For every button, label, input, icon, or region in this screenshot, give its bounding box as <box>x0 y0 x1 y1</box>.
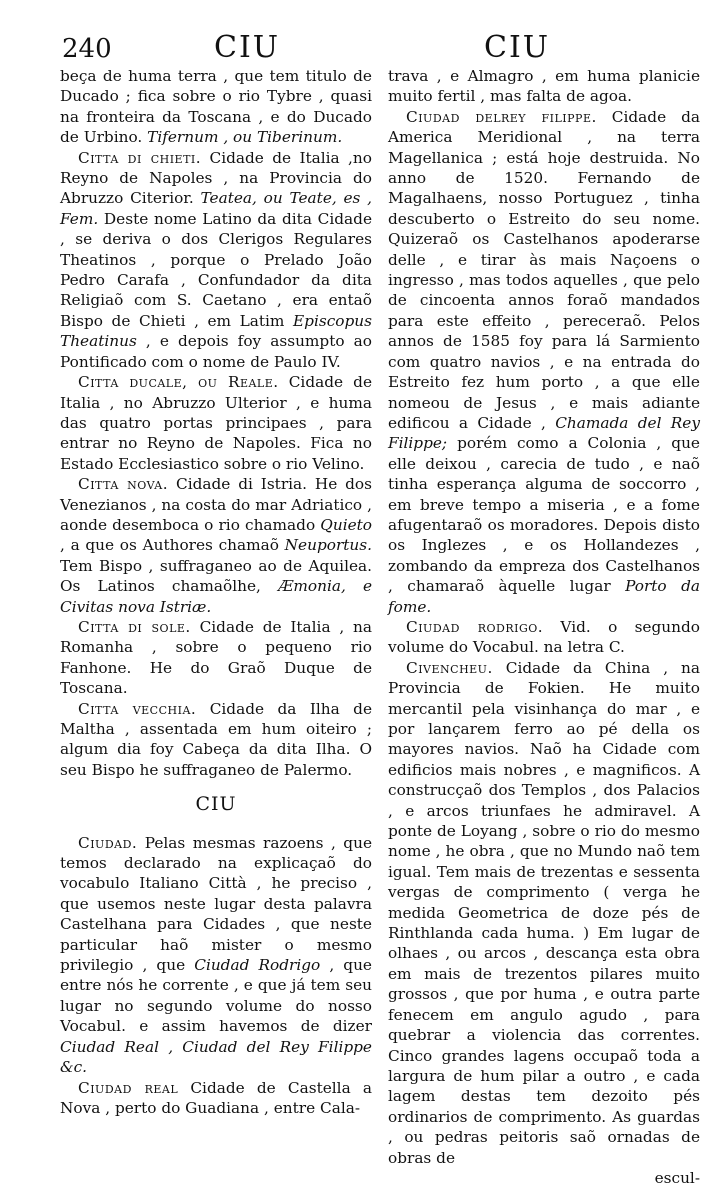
entry-text: beça de huma terra , que tem titulo de Ducado ; fica sobre o rio Tybre , quasi na fronteira da Toscana , e do Ducado de Urbino. <box>60 67 372 147</box>
entry-text: porém como a Colonia , que elle deixou , carecia de tudo , e naõ tinha esperança alguma de soccorro , em breve tempo a miseria , e a fome afugentaraõ os moradores. Depois disto os Inglezes , e os Hollandezes , zombando da empreza dos Castelhanos , chamaraõ àquelle lugar <box>388 434 700 596</box>
latin-name: Ciudad Real , Ciudad del Rey Filippe &c. <box>60 1037 372 1077</box>
entry-ciudad-real <box>60 1078 372 1119</box>
entry-text: Cidade da China , na Provincia de Fokien. He muito mercantil pela visinhança do mar , e por lançarem ferro ao pé della os mayores navios. Naõ ha Cidade com edificios mais nobres , e magnificos. A construcçaõ dos Templos , dos Palacios , e arcos triunfaes he admiravel. A ponte de Loyang , sobre o rio do mesmo nome , he obra , que no Mundo naõ tem igual. Tem mais de trezentas e sessenta vergas de comprimento ( verga he medida Geometrica de doze pés de Rinthlanda cada huma. ) Em lugar de olhaes , ou arcos , descança esta obra em mais de trezentos pilares muito grossos , que por huma , e outra parte fenecem em angulo agudo , para quebrar a violencia das correntes. Cinco grandes lagens occupaõ toda a largura de hum pilar a outro , e cada lagem destas tem dezoito pés ordinarios de comprimento. As guardas , ou pedras peitoris saõ ornadas de obras de <box>388 658 700 1167</box>
left-column <box>60 66 372 1118</box>
entry-continuation <box>388 66 700 107</box>
running-head-left: CIU <box>214 30 281 65</box>
entry-citta-di-chieti <box>60 148 372 372</box>
entry-continuation <box>60 66 372 148</box>
right-column <box>388 66 700 1188</box>
entry-text: Vid. o segundo volume do Vocabul. na letra C. <box>388 617 700 657</box>
entry-text: Deste nome Latino da dita Cidade , se deriva o dos Clerigos Regulares Theatinos , porque o Prelado João Pedro Carafa , Confundador da dita Religiaõ com S. Caetano , era entaõ Bispo de Chieti , em Latim <box>60 209 372 330</box>
entry-headword: Ciudad real <box>78 1078 179 1097</box>
latin-name: Ciudad Rodrigo <box>194 956 321 975</box>
latin-name: Episcopus Theatinus <box>60 311 372 351</box>
entry-text: Tem Bispo , suffraganeo ao de Aquilea. Os Latinos chamaõlhe, <box>60 556 372 596</box>
entry-headword: Citta ducale, ou Reale. <box>78 373 279 392</box>
entry-citta-vecchia <box>60 699 372 781</box>
entry-headword: Citta di chieti. <box>78 148 202 167</box>
page-header <box>0 28 709 68</box>
entry-text: Cidade da America Meridional , na terra Magellanica ; está hoje destruida. No anno de 1520. Fernando de Magalhaens, nosso Portuguez , tinha descuberto o Estreito do seu nome. Quizeraõ os Castelhanos apoderarse delle , e tirar às mais Naçoens o ingresso , mas todos aquelles , que pelo de cincoenta annos foraõ mandados para este effeito , pereceraõ. Pelos annos de 1585 foy para lá Sarmiento com quatro navios , e na entrada do Estreito fez hum porto , a que elle nomeou de Jesus , e mais adiante edificou a Cidade , <box>388 107 700 432</box>
section-heading: CIU <box>195 793 237 816</box>
entry-headword: Citta di sole. <box>78 617 191 636</box>
entry-text: Cidade de Italia , no Abruzzo Ulterior , e huma das quatro portas principaes , para entrar no Reyno de Napoles. Fica no Estado Ecclesiastico sobre o rio Velino. <box>60 373 372 473</box>
entry-text: , que entre nós he corrente , e que já tem seu lugar no segundo volume do nosso Vocabul. e assim havemos de dizer <box>60 956 372 1036</box>
running-head-right: CIU <box>484 30 551 65</box>
latin-name: Chamada del Rey Filippe; <box>388 413 700 453</box>
latin-name: Neuportus. <box>284 536 372 555</box>
entry-citta-nova <box>60 474 372 617</box>
entry-headword: Civencheu. <box>406 658 493 677</box>
entry-text: Cidade da Ilha de Maltha , assentada em hum oiteiro ; algum dia foy Cabeça da dita Ilha. O seu Bispo he suffraganeo de Palermo. <box>60 699 373 779</box>
entry-civencheu <box>388 658 700 1168</box>
entry-text: Cidade de Italia , na Romanha , sobre o pequeno rio Fanhone. He do Graõ Duque de Toscana. <box>60 617 372 698</box>
entry-text: trava , e Almagro , em huma planicie muito fertil , mas falta de agoa. <box>388 67 700 106</box>
entry-text: Cidade di Istria. He dos Venezianos , na costa do mar Adriatico , aonde desemboca o rio chamado <box>60 475 372 534</box>
entry-ciudad <box>60 833 372 1078</box>
catchword: escul- <box>654 1168 700 1187</box>
entry-text: Cidade de Castella a Nova , perto do Guadiana , entre Cala- <box>60 1078 373 1117</box>
entry-ciudad-rodrigo <box>388 617 700 658</box>
entry-headword: Ciudad rodrigo. <box>406 617 544 636</box>
entry-text: Cidade de Italia ,no Reyno de Napoles , na Provincia do Abruzzo Citerior. <box>60 148 372 208</box>
latin-name: Quieto <box>320 515 372 534</box>
latin-name: Porto da fome. <box>388 577 700 616</box>
entry-text: Pelas mesmas razoens , que temos declarado na explicaçaõ do vocabulo Italiano Città , he preciso , que usemos neste lugar desta palavra Castelhana para Cidades , que neste particular haõ mister o mesmo privilegio , que <box>60 833 372 975</box>
entry-headword: Citta nova. <box>78 475 169 494</box>
entry-citta-ducale <box>60 372 372 474</box>
entry-headword: Ciudad delrey filippe. <box>406 107 597 126</box>
latin-name: Tifernum , ou Tiberinum. <box>147 128 343 147</box>
entry-text: , a que os Authores chamaõ <box>60 536 285 555</box>
entry-headword: Ciudad. <box>78 833 138 852</box>
latin-name: Æmonia, e Civitas nova Istriæ. <box>60 577 373 616</box>
entry-citta-di-sole <box>60 617 372 699</box>
entry-headword: Citta vecchia. <box>78 699 197 718</box>
entry-text: , e depois foy assumpto ao Pontificado com o nome de Paulo IV. <box>60 332 372 371</box>
page-number: 240 <box>62 34 112 64</box>
latin-name: Teatea, ou Teate, es , Fem. <box>60 189 372 228</box>
entry-ciudad-delrey-filippe <box>388 107 700 617</box>
